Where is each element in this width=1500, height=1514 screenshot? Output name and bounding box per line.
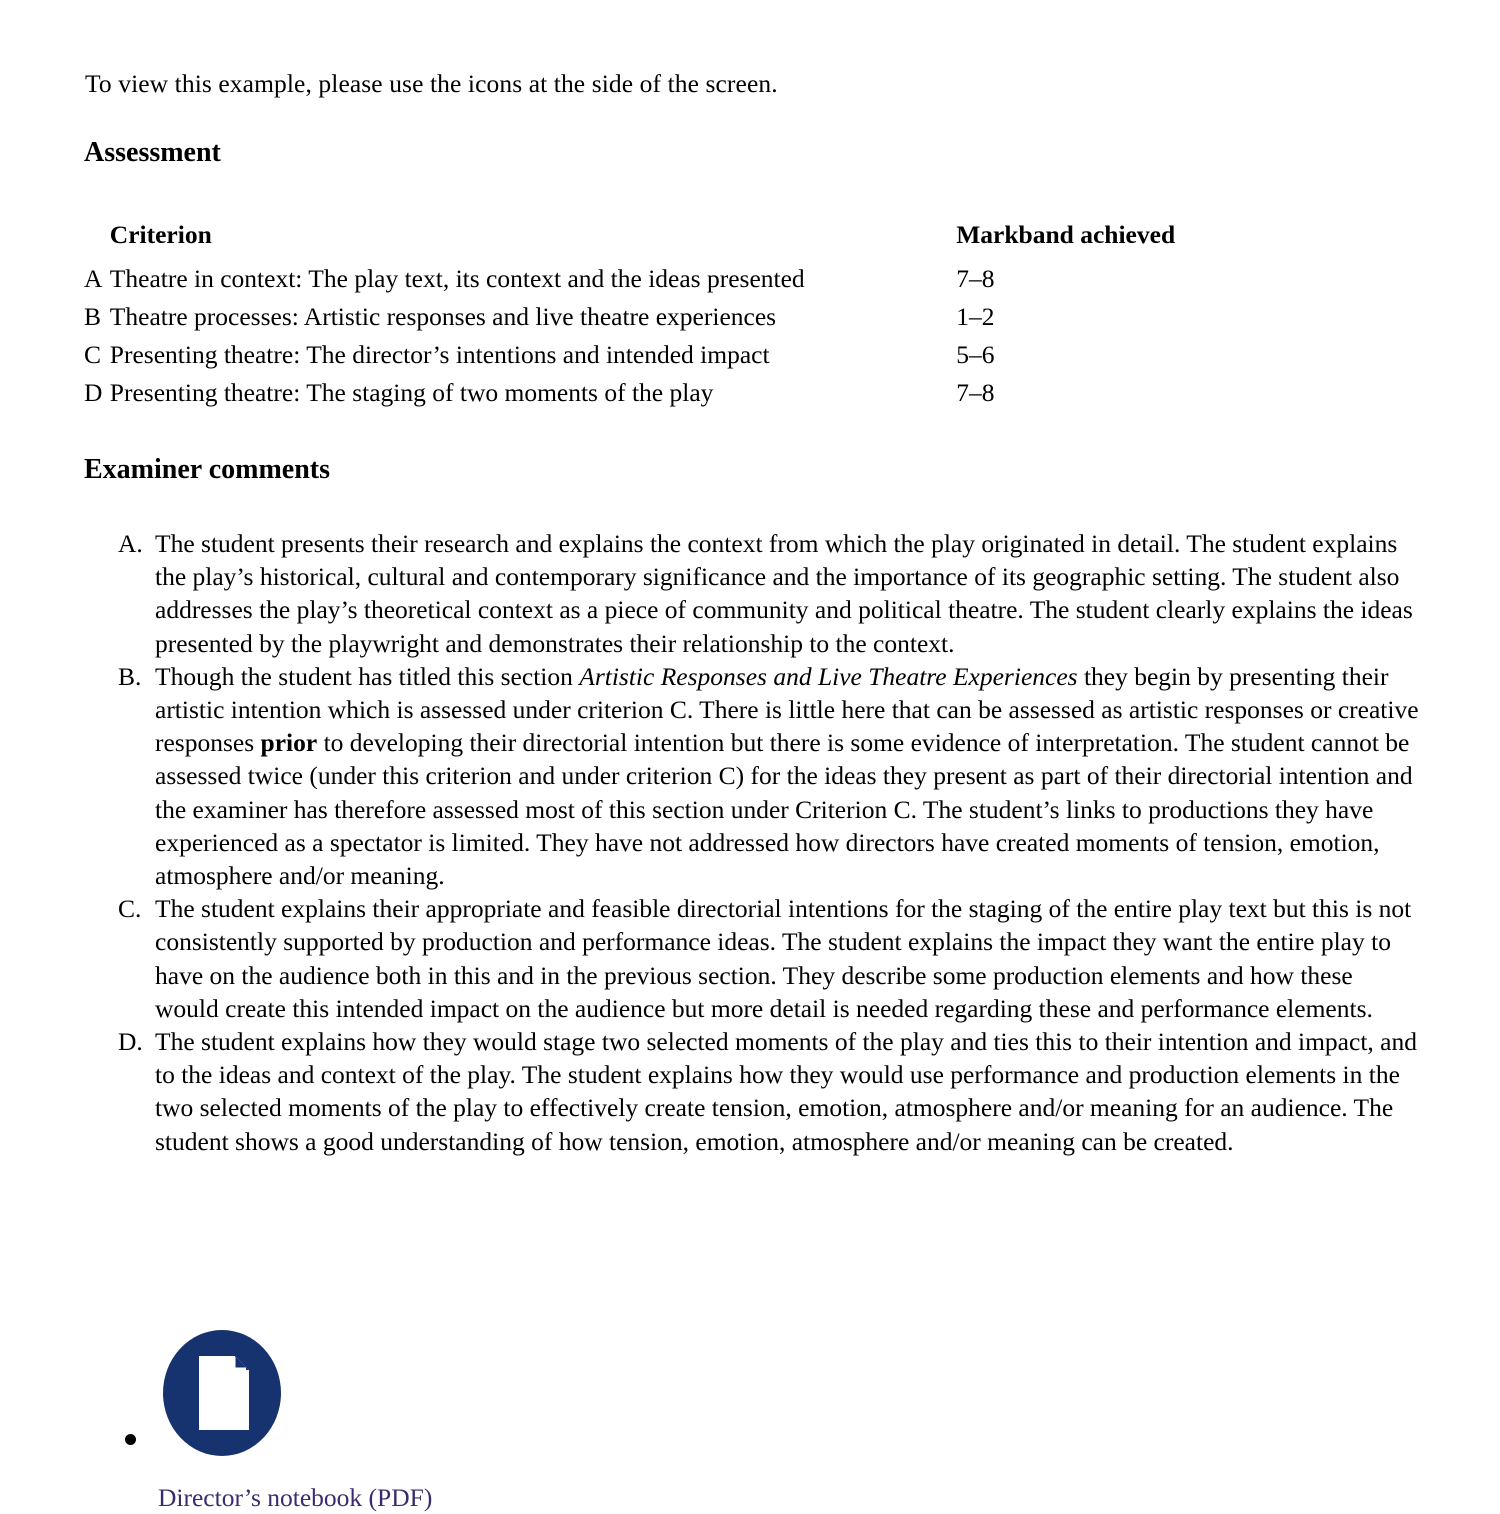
list-item-marker: D. <box>118 1027 143 1057</box>
list-item-marker: C. <box>118 894 142 924</box>
row-criterion: Theatre processes: Artistic responses and live theatre experiences <box>109 302 777 331</box>
list-item-text-before-bold: they begin by presenting their artistic intention which is assessed under criterion C. There is little here that can be assessed as artistic responses or creative responses <box>155 661 1419 758</box>
row-markband: 1–2 <box>956 302 995 331</box>
examiner-comments-heading: Examiner comments <box>84 454 330 485</box>
row-letter: A <box>84 264 103 293</box>
intro-text: To view this example, please use the icons at the side of the screen. <box>85 69 778 98</box>
attachment-bullet <box>125 1434 136 1445</box>
table-row <box>84 374 1204 412</box>
row-letter: D <box>84 378 103 407</box>
table-row <box>84 260 1204 298</box>
list-item <box>0 660 1500 892</box>
list-item-text: The student explains how they would stage two selected moments of the play and ties this to their intention and impact, and to the ideas and context of the play. The student explains how they would use performance and production elements in the two selected moments of the play to effectively create tension, emotion, atmosphere and/or meaning for an audience. The student shows a good understanding of how tension, emotion, atmosphere and/or meaning can be created. <box>155 1027 1417 1156</box>
column-header-criterion: Criterion <box>109 220 212 249</box>
assessment-heading: Assessment <box>84 137 221 168</box>
list-item-italic-title: Artistic Responses and Live Theatre Experiences <box>579 661 1078 691</box>
column-header-letter <box>84 216 110 260</box>
row-criterion: Presenting theatre: The staging of two moments of the play <box>109 378 714 407</box>
list-item <box>0 892 1500 1025</box>
list-item-marker: B. <box>118 661 142 691</box>
table-row <box>84 336 1204 374</box>
list-item-text: The student presents their research and explains the context from which the play originated in detail. The student explains the play’s historical, cultural and contemporary significance and the importance of its geographic setting. The student also addresses the play’s theoretical context as a piece of community and political theatre. The student clearly explains the ideas presented by the playwright and demonstrates their relationship to the context. <box>155 529 1413 658</box>
list-item <box>0 1025 1500 1158</box>
row-markband: 7–8 <box>956 378 995 407</box>
examiner-comments-list <box>0 527 1500 1158</box>
row-criterion: Theatre in context: The play text, its context and the ideas presented <box>109 264 805 293</box>
assessment-table <box>84 216 1204 412</box>
row-letter: C <box>84 340 102 369</box>
table-header-row <box>84 216 1204 260</box>
row-markband: 5–6 <box>956 340 995 369</box>
pdf-document-icon[interactable] <box>163 1330 281 1456</box>
table-row <box>84 298 1204 336</box>
list-item-marker: A. <box>118 529 143 558</box>
row-markband: 7–8 <box>956 264 995 293</box>
list-item-text-after: to developing their directorial intention but there is some evidence of interpretation. The student cannot be assessed twice (under this criterion and under criterion C) for the ideas they present as part of their directorial intention and the examiner has therefore assessed most of this section under Criterion C. The student’s links to productions they have experienced as a spectator is limited. They have not addressed how directors have created moments of tension, emotion, atmosphere and/or meaning. <box>155 728 1413 891</box>
column-header-markband: Markband achieved <box>956 220 1176 249</box>
row-criterion: Presenting theatre: The director’s intentions and intended impact <box>109 340 770 369</box>
list-item-bold-emphasis: prior <box>260 728 318 758</box>
attachment-link[interactable]: Director’s notebook (PDF) <box>158 1483 433 1512</box>
list-item <box>0 527 1500 660</box>
list-item-text-before-italic: Though the student has titled this section <box>155 661 580 691</box>
list-item-text: The student explains their appropriate and feasible directorial intentions for the staging of the entire play text but this is not consistently supported by production and performance ideas. The student explains the impact they want the entire play to have on the audience both in this and in the previous section. They describe some production elements and how these would create this intended impact on the audience but more detail is needed regarding these and performance elements. <box>155 894 1412 1023</box>
row-letter: B <box>84 302 102 331</box>
